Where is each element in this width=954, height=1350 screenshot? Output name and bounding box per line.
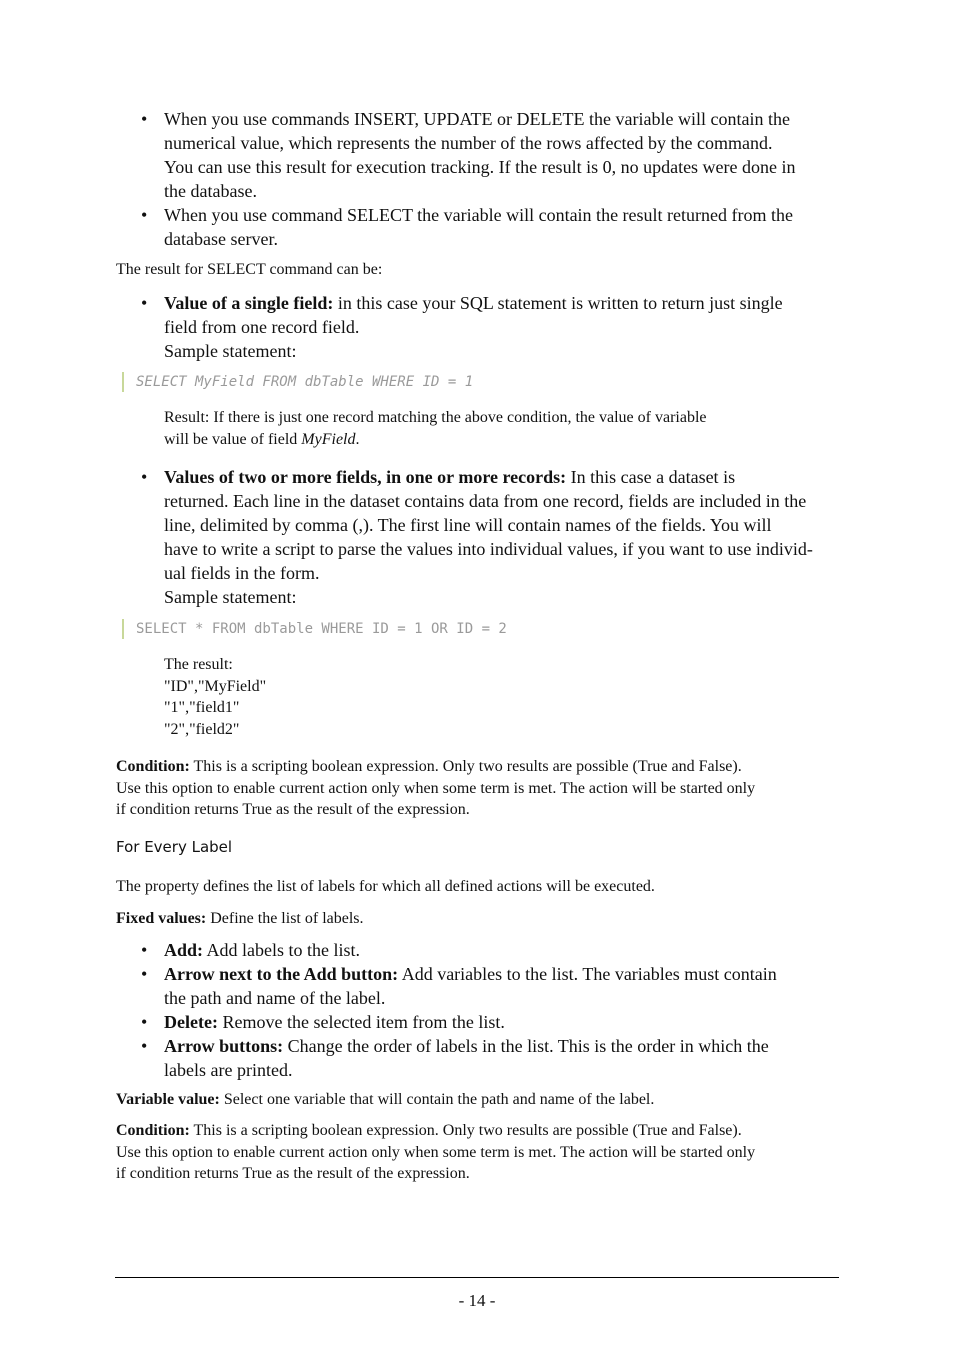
text-line: Use this option to enable current action only when some term is met. The action will be started only (116, 779, 756, 797)
code-sample-single: SELECT MyField FROM dbTable WHERE ID = 1 (122, 372, 473, 392)
text-line: Remove the selected item from the list. (217, 1012, 505, 1032)
term-label: Delete: (164, 1012, 218, 1032)
term-label: Arrow next to the Add button: (164, 964, 399, 984)
result-type-list (116, 107, 856, 251)
text-line: Define the list of labels. (206, 910, 364, 927)
text-line: This is a scripting boolean expression. Only two results are possible (True and False). (189, 1122, 742, 1139)
footer-rule (115, 1277, 839, 1278)
text-line: Sample statement: (164, 341, 297, 361)
list-item (116, 1010, 856, 1034)
text-line: • When you use commands INSERT, UPDATE or DELETE the variable will contain the (164, 109, 790, 129)
list-item (116, 938, 856, 962)
text-line: labels are printed. (164, 1060, 293, 1080)
text-line: have to write a script to parse the values into individual values, if you want to use individ- (164, 539, 813, 559)
section-heading: For Every Label (116, 838, 233, 856)
text-line: numerical value, which represents the number of the rows affected by the command. (164, 133, 773, 153)
multi-field-list (116, 465, 856, 609)
text-line: Sample statement: (164, 587, 297, 607)
text-line: will be value of field (164, 430, 302, 448)
text-line: The result: (164, 656, 233, 673)
section-description: The property defines the list of labels for which all defined actions will be executed. (116, 878, 655, 895)
text-line: line, delimited by comma (,). The first line will contain names of the fields. You will (164, 515, 772, 535)
list-item (116, 962, 856, 1010)
text-line: ual fields in the form. (164, 563, 320, 583)
single-field-list (116, 291, 856, 363)
term-label: Condition: (116, 758, 190, 775)
text-line: the database. (164, 181, 257, 201)
select-intro: The result for SELECT command can be: (116, 261, 383, 278)
result-single (164, 407, 707, 450)
text-line: This is a scripting boolean expression. Only two results are possible (True and False). (189, 758, 742, 775)
field-name: MyField (301, 430, 356, 448)
text-line: Add labels to the list. (203, 940, 361, 960)
text-line: if condition returns True as the result of the expression. (116, 1165, 470, 1183)
text-line: "ID","MyField" (164, 677, 267, 695)
text-line: Add variables to the list. The variables must contain (398, 964, 777, 984)
text-line: Result: If there is just one record matching the above condition, the value of variable (164, 409, 707, 426)
text-line: field from one record field. (164, 317, 360, 337)
page-number: - 14 - (458, 1291, 496, 1310)
term-label: Condition: (116, 1122, 190, 1139)
text-line: In this case a dataset is (566, 467, 736, 487)
text-line: • When you use command SELECT the variable will contain the result returned from the (164, 205, 793, 225)
text-line: "2","field2" (164, 720, 240, 738)
condition-paragraph (116, 756, 755, 821)
text-line: Select one variable that will contain the path and name of the label. (219, 1091, 655, 1108)
list-item (116, 1034, 856, 1082)
list-item (116, 107, 856, 203)
list-item (116, 291, 856, 363)
text-line: You can use this result for execution tracking. If the result is 0, no updates were done in (164, 157, 796, 177)
term-label: Values of two or more fields, in one or more records: (164, 467, 567, 487)
term-label: Arrow buttons: (164, 1036, 284, 1056)
fixed-values-paragraph (116, 908, 364, 930)
fixed-values-list (116, 938, 856, 1082)
list-item (116, 203, 856, 251)
list-item (116, 465, 856, 609)
text-line: . (355, 430, 360, 448)
term-label: Fixed values: (116, 910, 207, 927)
text-line: if condition returns True as the result of the expression. (116, 801, 470, 819)
text-line: returned. Each line in the dataset contains data from one record, fields are included in the (164, 491, 807, 511)
term-label: Value of a single field: (164, 293, 334, 313)
variable-value-paragraph (116, 1089, 654, 1111)
text-line: in this case your SQL statement is written to return just single (333, 293, 783, 313)
text-line: database server. (164, 229, 278, 249)
text-line: the path and name of the label. (164, 988, 386, 1008)
term-label: Add: (164, 940, 204, 960)
code-sample-multi: SELECT * FROM dbTable WHERE ID = 1 OR ID = 2 (122, 619, 507, 639)
condition-paragraph (116, 1120, 755, 1185)
result-multi (164, 654, 266, 740)
text-line: Change the order of labels in the list. This is the order in which the (283, 1036, 769, 1056)
text-line: "1","field1" (164, 699, 240, 717)
text-line: Use this option to enable current action only when some term is met. The action will be started only (116, 1143, 756, 1161)
term-label: Variable value: (116, 1091, 220, 1108)
